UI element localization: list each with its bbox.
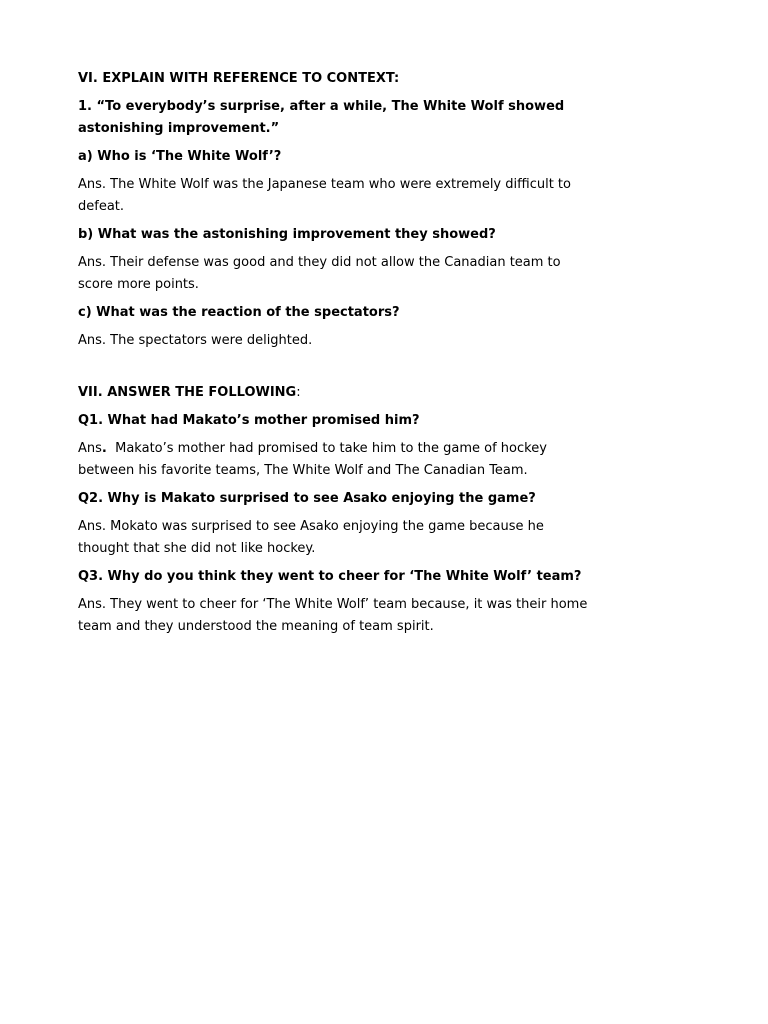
- question-6c: c) What was the reaction of the spectators?: [78, 305, 400, 320]
- context-quote: 1. “To everybody’s surprise, after a while, The White Wolf showed astonishing improvement.”: [78, 99, 565, 136]
- section-7-heading-colon: :: [296, 385, 301, 400]
- section-6-heading: VI. EXPLAIN WITH REFERENCE TO CONTEXT:: [78, 71, 400, 86]
- answer-7-q1: [78, 438, 598, 482]
- answer-6c: Ans. The spectators were delighted.: [78, 333, 313, 348]
- answer-7-q1-dot: .: [101, 441, 107, 456]
- answer-7-q3: Ans. They went to cheer for ‘The White Wolf’ team because, it was their home team and they understood the meaning of team spirit.: [78, 597, 588, 634]
- answer-6a: Ans. The White Wolf was the Japanese team who were extremely difficult to defeat.: [78, 177, 571, 214]
- answer-7-q2: Ans. Mokato was surprised to see Asako enjoying the game because he thought that she did not like hockey.: [78, 519, 544, 556]
- section-7-heading-text: VII. ANSWER THE FOLLOWING: [78, 385, 297, 400]
- question-7-q2: Q2. Why is Makato surprised to see Asako enjoying the game?: [78, 491, 536, 506]
- section-spacer: [78, 358, 598, 382]
- question-7-q1: Q1. What had Makato’s mother promised him?: [78, 413, 420, 428]
- document-page: [78, 68, 598, 644]
- answer-7-q1-prefix: Ans: [78, 441, 102, 456]
- question-6a: a) Who is ‘The White Wolf’?: [78, 149, 282, 164]
- question-7-q3: Q3. Why do you think they went to cheer for ‘The White Wolf’ team?: [78, 569, 582, 584]
- answer-7-q1-text: Makato’s mother had promised to take him to the game of hockey between his favorite teams, The White Wolf and The Canadian Team.: [78, 441, 552, 478]
- section-7-heading: [78, 382, 598, 404]
- question-6b: b) What was the astonishing improvement they showed?: [78, 227, 496, 242]
- answer-6b: Ans. Their defense was good and they did not allow the Canadian team to score more points.: [78, 255, 561, 292]
